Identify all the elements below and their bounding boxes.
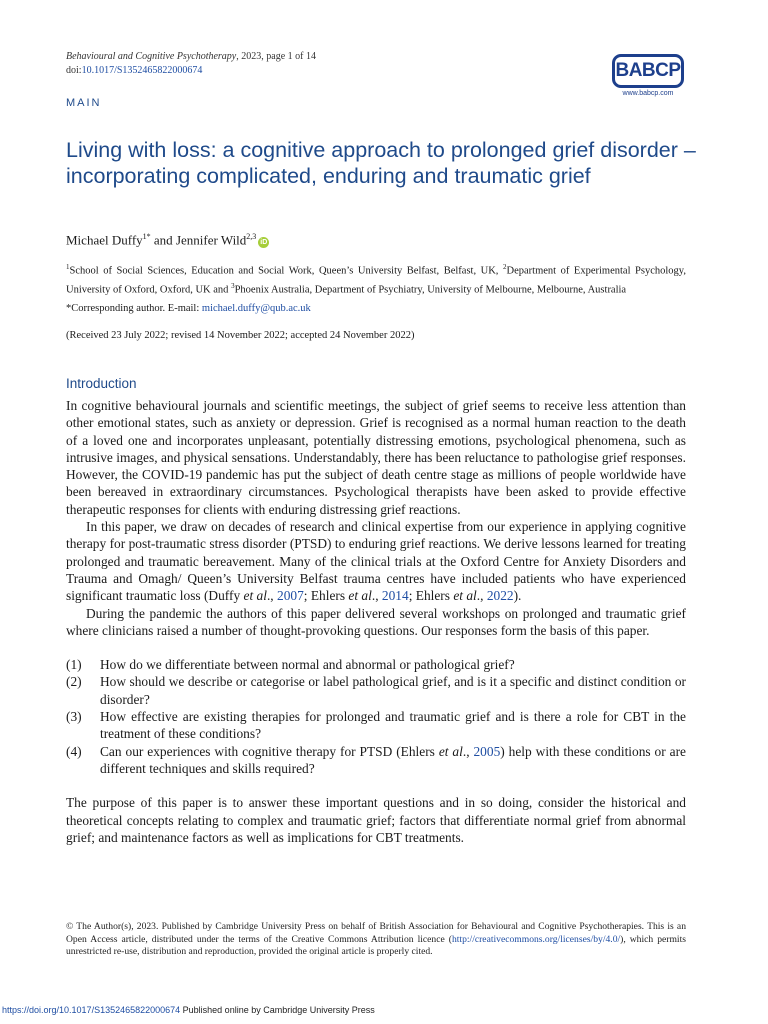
doi-prefix: doi: <box>66 65 82 76</box>
author-list <box>66 232 269 248</box>
author-superscript: 1* <box>142 232 151 241</box>
list-number: (2) <box>66 674 82 690</box>
list-number: (1) <box>66 657 82 673</box>
list-item <box>66 673 686 708</box>
article-body <box>66 397 686 846</box>
corresponding-label: *Corresponding author. E-mail: <box>66 303 202 314</box>
affiliation-text: Department of Experimental Psychology, University of Oxford, Oxford, UK and <box>66 265 686 296</box>
list-number: (3) <box>66 709 82 725</box>
author-name: Jennifer Wild <box>175 232 247 248</box>
citation-link[interactable]: 2007 <box>277 588 304 604</box>
license-link[interactable]: http://creativecommons.org/licenses/by/4.0/ <box>451 933 621 945</box>
citation-link[interactable]: 2005 <box>473 743 501 759</box>
list-item: (4) Can our experiences with cognitive therapy for PTSD (Ehlers et al., 2005) help with these conditions or are different techniques and skills required? <box>66 743 686 776</box>
orcid-icon[interactable]: iD <box>260 239 268 247</box>
paragraph-text: In this paper, we draw on decades of research and clinical expertise from our experience in applying cognitive therapy for post-traumatic stress disorder (PTSD) to enduring grief reactions. We derive lessons learned for treating prolonged and traumatic bereavement. Many of the clinical trials at the Oxford Centre for Anxiety Disorders and Trauma and Omagh/ Queen’s University Belfast trauma centres have included patients who have experienced significant traumatic loss (Duffy <box>66 519 686 604</box>
affiliation-text: School of Social Sciences, Education and Social Work, Queen’s University Belfast, Belfast, UK, <box>69 265 503 277</box>
list-text: How do we differentiate between normal and abnormal or pathological grief? <box>100 657 515 673</box>
license-text: ), which permits unrestricted re-use, distribution and reproduction, provided the original article is properly cited. <box>66 933 686 958</box>
babcp-logo-url: www.babcp.com <box>622 90 674 97</box>
journal-info <box>66 50 316 78</box>
journal-name: Behavioural and Cognitive Psychotherapy <box>66 51 237 62</box>
citation-link[interactable]: 2014 <box>381 588 409 604</box>
doi-link[interactable]: 10.1017/S1352465822000674 <box>81 65 203 76</box>
paragraph: The purpose of this paper is to answer these important questions and in so doing, consider the historical and theoretical concepts relating to complex and traumatic grief; factors that differentiate normal grief from abnormal grief; and maintenance factors as well as implications for CBT treatments. <box>66 795 686 845</box>
author-superscript: 2,3 <box>246 232 257 241</box>
article-title: Living with loss: a cognitive approach to prolonged grief disorder – incorporating complicated, enduring and traumatic grief <box>66 138 696 188</box>
received-dates: (Received 23 July 2022; revised 14 November 2022; accepted 24 November 2022) <box>66 330 415 341</box>
et-al: et al <box>438 743 463 759</box>
affiliations <box>66 260 686 298</box>
list-text: ) help with these conditions or are different techniques and skills required? <box>100 743 686 776</box>
babcp-logo-text: BABCP <box>612 54 684 88</box>
section-tag: MAIN <box>66 97 102 109</box>
corresponding-author <box>66 302 311 316</box>
et-al: et al <box>243 588 267 604</box>
affiliation-number: 3 <box>231 282 235 290</box>
footer-doi-link[interactable]: https://doi.org/10.1017/S1352465822000674 <box>2 1005 181 1015</box>
license-notice <box>66 921 686 959</box>
et-al: et al <box>453 588 477 604</box>
list-item <box>66 708 686 743</box>
list-text: How should we describe or categorise or label pathological grief, and is it a specific and distinct condition or disorder? <box>100 674 686 707</box>
paragraph: In cognitive behavioural journals and scientific meetings, the subject of grief seems to receive less attention than other emotional states, such as anxiety or depression. Grief is recognised as a normal human reaction to the death of a loved one and incorporates unpleasant, potentially distressing emotions, psychological phenomena, such as intrusive images, and physical sensations. Understandably, there has been reluctance to pathologise grief responses. However, the COVID-19 pandemic has put the subject of death centre stage as millions of people worldwide have been bereaved in extraordinary circumstances. Psychological therapists have been asked to provide effective therapeutic responses for clients with enduring distressing grief reactions. <box>66 398 686 517</box>
citation-author: Ehlers <box>415 588 454 604</box>
affiliation-text: Phoenix Australia, Department of Psychiatry, University of Melbourne, Melbourne, Australia <box>234 284 627 296</box>
list-text: How effective are existing therapies for prolonged and traumatic grief and is there a role for CBT in the treatment of these conditions? <box>100 709 686 742</box>
license-text: © The Author(s), 2023. Published by Cambridge University Press on behalf of British Association for Behavioural and Cognitive Psychotherapies. This is an Open Access article, distributed under the terms of the Creative Commons Attribution licence ( <box>66 921 686 945</box>
page-footer <box>2 1005 375 1015</box>
list-number: (4) <box>66 743 82 759</box>
babcp-logo[interactable] <box>612 54 684 97</box>
affiliation-number: 2 <box>503 263 507 271</box>
footer-published: Published online by Cambridge University Press <box>180 1005 375 1015</box>
author-separator: and <box>150 232 176 248</box>
affiliation-number: 1 <box>66 263 70 271</box>
journal-details: , 2023, page 1 of 14 <box>236 51 316 62</box>
list-item <box>66 656 686 673</box>
email-link[interactable]: michael.duffy@qub.ac.uk <box>201 303 311 314</box>
paragraph: In this paper, we draw on decades of research and clinical expertise from our experience in applying cognitive therapy for post-traumatic stress disorder (PTSD) to enduring grief reactions. We derive lessons learned for treating prolonged and traumatic bereavement. Many of the clinical trials at the Oxford Centre for Anxiety Disorders and Trauma and Omagh/ Queen’s University Belfast trauma centres have included patients who have experienced significant traumatic loss (Duffy et al., 2007; Ehlers et al., 2014; Ehlers et al., 2022). <box>66 519 686 604</box>
citation-author: Ehlers <box>310 588 349 604</box>
author-name: Michael Duffy <box>66 232 143 248</box>
paragraph: During the pandemic the authors of this paper delivered several workshops on prolonged and traumatic grief where clinicians raised a number of thought-provoking questions. Our responses form the basis of this paper. <box>66 605 686 638</box>
question-list <box>66 656 686 777</box>
citation-link[interactable]: 2022 <box>486 588 514 604</box>
section-heading-introduction: Introduction <box>66 376 137 391</box>
et-al: et al <box>348 588 372 604</box>
list-text: Can our experiences with cognitive therapy for PTSD (Ehlers <box>100 743 439 759</box>
